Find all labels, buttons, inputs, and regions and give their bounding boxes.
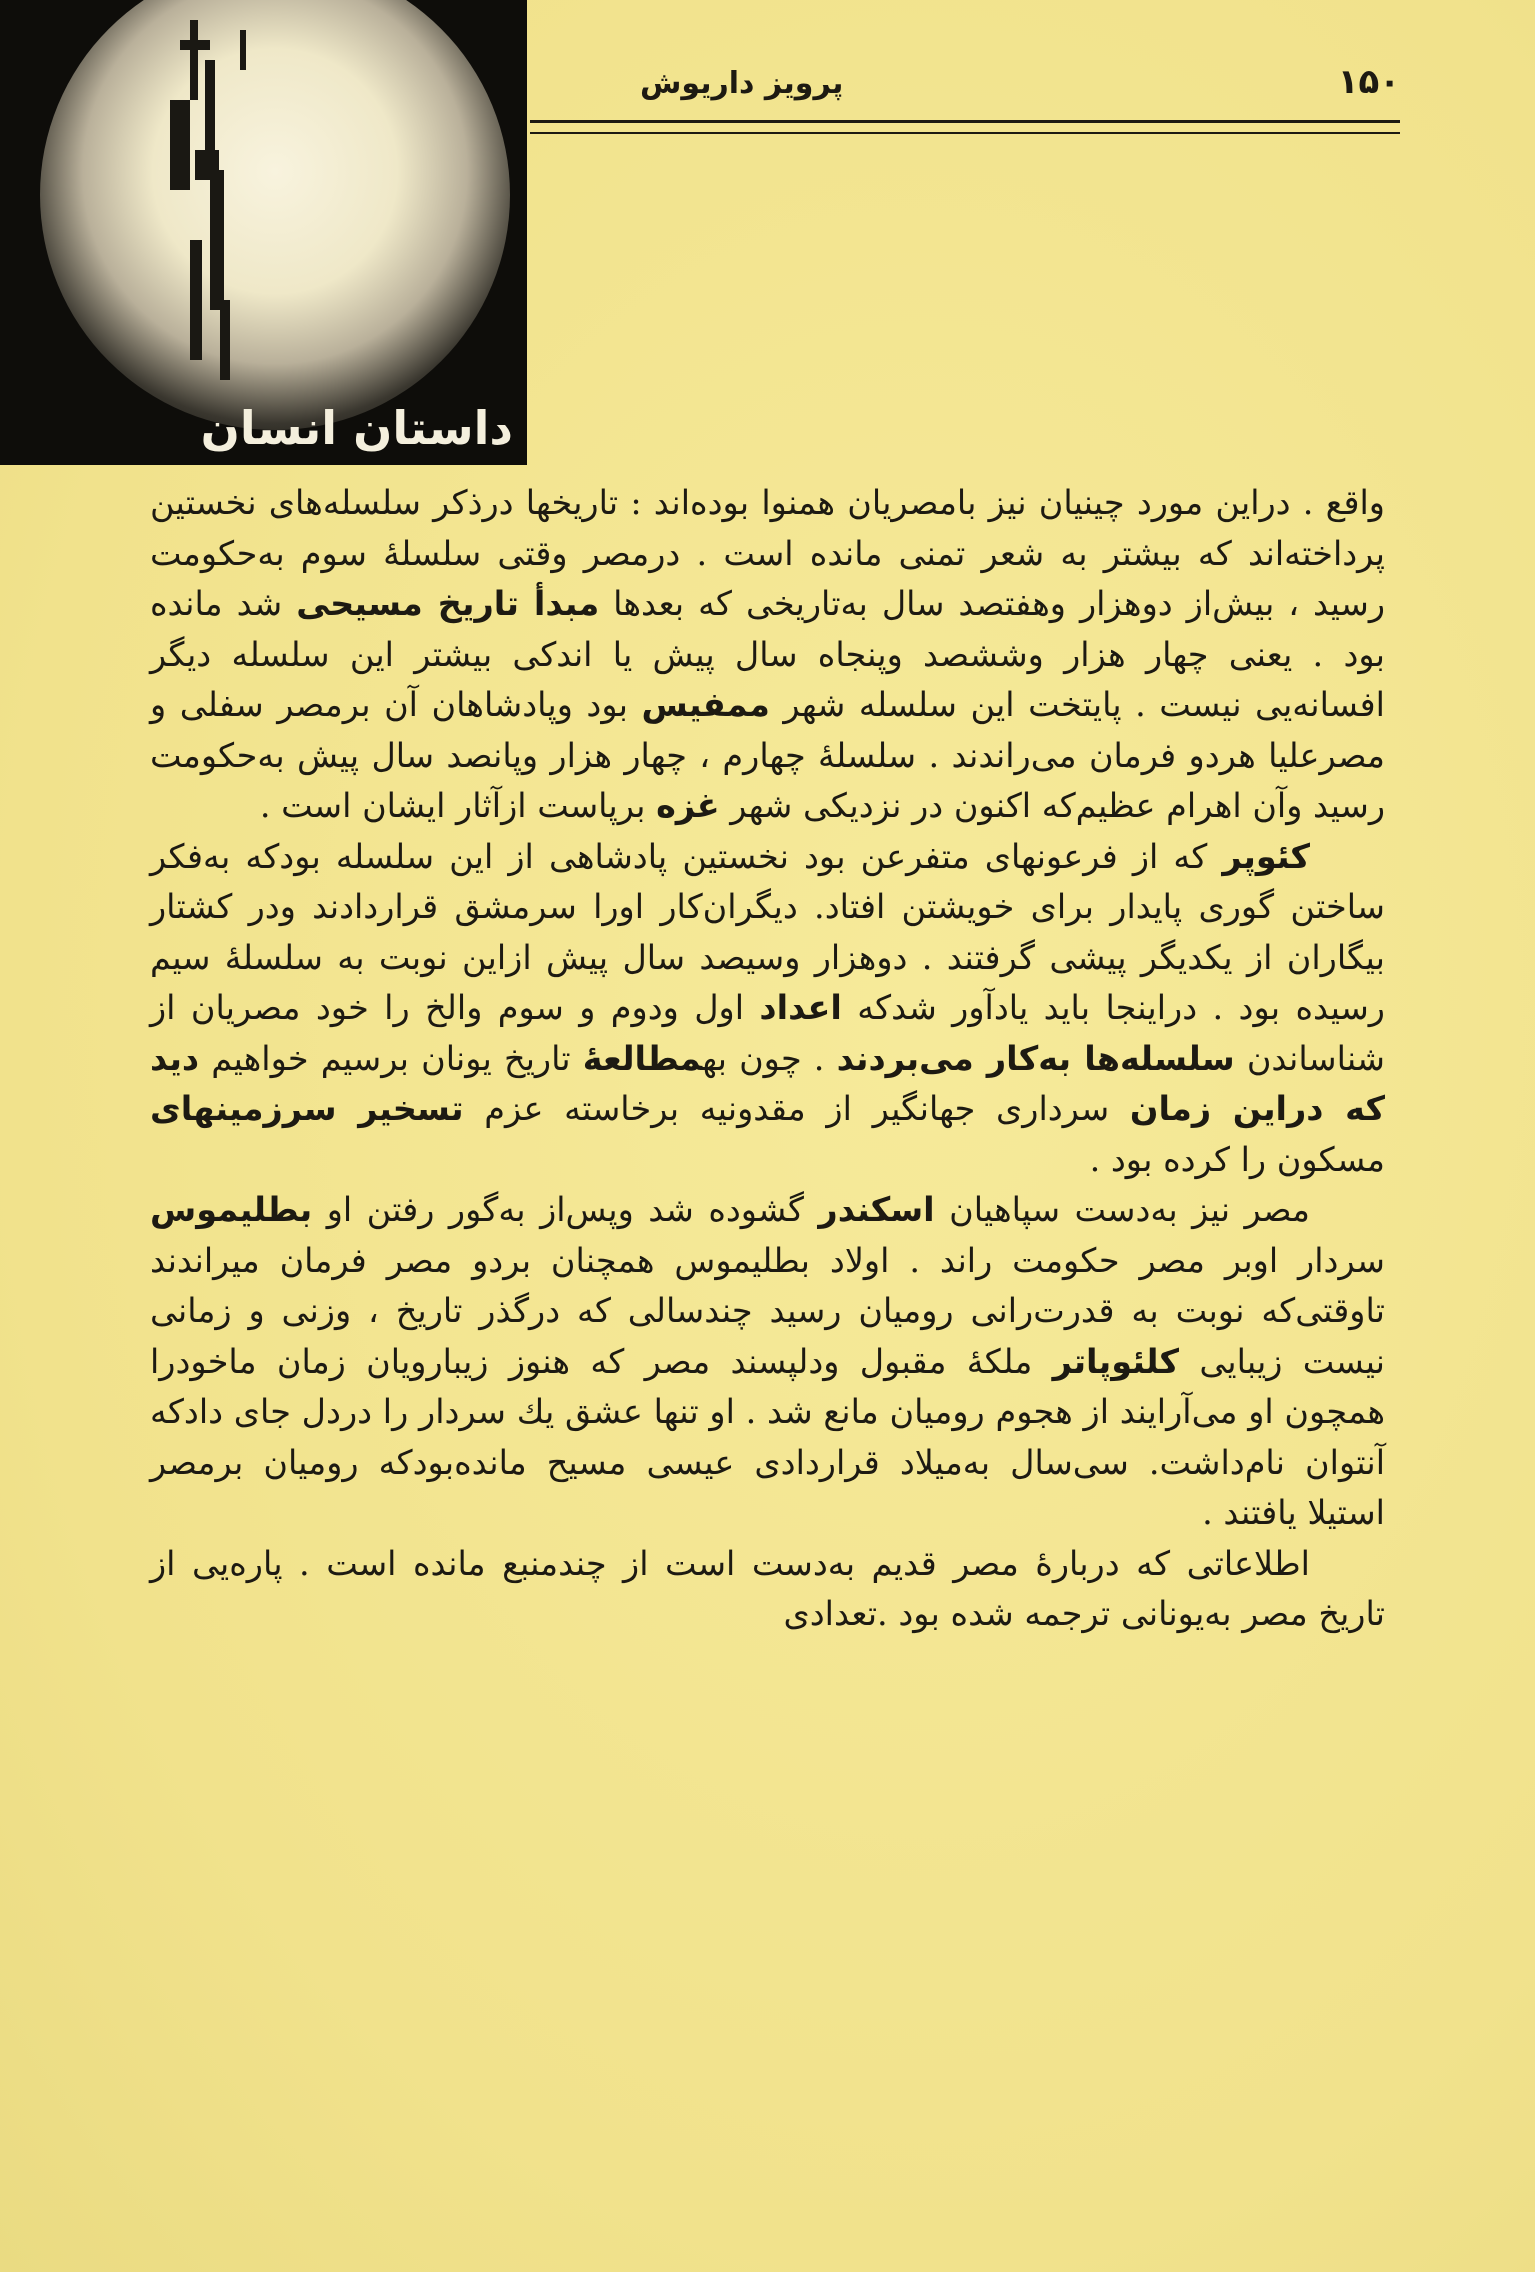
- bold-term: کلئوپاتر: [1052, 1341, 1180, 1381]
- bold-term: تسخیر سرزمینهای: [150, 1089, 464, 1128]
- text-run: سرداری جهانگیر از مقدونیه برخاسته عزم: [463, 1089, 1130, 1128]
- text-run: واقع . دراین مورد چینیان نیز بامصریان همنوا بوده‌اند : تاریخها درذکر سلسله‌های نخستین پرداخته‌اند که بیشتر به شعر تمنی مانده است . درمصر وقتی سلسلهٔ سوم به‌حکومت رسید ، بیش‌از دوهزار وهفتصد سال به‌تاریخی که بعدها: [150, 483, 1385, 623]
- paragraph: [150, 1539, 1385, 1640]
- paragraph: [150, 832, 1385, 1186]
- body-text: [150, 478, 1385, 1640]
- text-run: ملکهٔ مقبول ودلپسند مصر که هنوز زیبارویان زمان ماخودرا همچون او می‌آرایند از هجوم رومیان مانع شد . او تنها عشق یك سردار را دردل جای دادكه آنتوان نام‌داشت. سی‌سال به‌میلاد قراردادی عیسی مسیح مانده‌بودکه رومیان برمصر استیلا یافتند .: [150, 1341, 1385, 1532]
- bold-term: ممفیس: [641, 685, 770, 724]
- bold-term: مطالعهٔ: [582, 1038, 703, 1078]
- bold-term: دید که دراین زمان: [150, 1038, 1385, 1128]
- header-rule-thin: [530, 132, 1400, 134]
- text-run: اطلاعاتی که دربارهٔ مصر قدیم به‌دست است از چندمنبع مانده است . پاره‌یی از تاریخ مصر به‌یونانی ترجمه شده بود .تعدادی: [150, 1543, 1385, 1633]
- text-run: تاریخ یونان برسیم خواهیم: [199, 1038, 583, 1078]
- bold-term: بطلیموس: [150, 1190, 313, 1229]
- emblem-title: داستان انسان: [200, 401, 513, 455]
- bold-term: اسکندر: [818, 1190, 935, 1229]
- bold-term: سلسله‌ها به‌کار می‌بردند: [836, 1038, 1235, 1078]
- page-number: ۱۵۰: [1337, 62, 1400, 102]
- page-header: [530, 48, 1400, 140]
- running-title: پرویز داریوش: [640, 66, 844, 101]
- bold-term: کئوپر: [1222, 836, 1310, 876]
- bold-term: غزه: [656, 786, 720, 825]
- text-run: گشوده شد وپس‌از به‌گور رفتن او: [312, 1190, 819, 1229]
- paragraph: [150, 478, 1385, 832]
- text-run: مسکون را کرده بود .: [1089, 1139, 1385, 1179]
- chapter-emblem: [0, 0, 527, 465]
- human-figure-icon: [150, 0, 310, 400]
- header-rule-thick: [530, 120, 1400, 123]
- bold-term: اعداد: [759, 988, 842, 1027]
- text-run: . چون به: [702, 1038, 837, 1078]
- text-run: شد مانده بود . یعنی چهار هزار وششصد وپنجاه سال پیش یا اندکی بیشتر این سلسله دیگر افسانه‌یی نیست . پایتخت این سلسله شهر: [150, 584, 1385, 724]
- paragraph: [150, 1185, 1385, 1539]
- text-run: بود وپادشاهان آن برمصر سفلی و مصرعلیا هردو فرمان می‌راندند . سلسلهٔ چهارم ، چهار هزار وپانصد سال پیش به‌حکومت رسید وآن اهرام عظیم‌که اکنون در نزدیکی شهر: [150, 685, 1385, 825]
- bold-term: مبدأ تاریخ مسیحی: [296, 584, 600, 623]
- text-run: برپاست ازآثار ایشان است .: [259, 786, 657, 825]
- text-run: که از فرعونهای متفرعن بود نخستین پادشاهی از این سلسله بودکه به‌فکر ساختن گوری پایدار برای خویشتن افتاد. دیگران‌کار اورا سرمشق قراردادند ودر کشتار بیگاران از یکدیگر پیشی گرفتند . دوهزار وسیصد سال پیش ازاین نوبت به سلسلهٔ سیم رسیده بود . دراینجا باید یادآور شدکه: [150, 836, 1385, 1027]
- text-run: مصر نیز به‌دست سپاهیان: [934, 1190, 1310, 1229]
- text-run: اول ودوم و سوم والخ را خود مصریان از شناساندن: [150, 988, 1385, 1078]
- text-run: سردار اوبر مصر حکومت راند . اولاد بطلیموس همچنان بردو مصر فرمان میراندند تاوقتی‌که نوبت به قدرت‌رانی رومیان رسید چندسالی که درگذر تاریخ ، وزنی و زمانی نیست زیبایی: [150, 1240, 1385, 1381]
